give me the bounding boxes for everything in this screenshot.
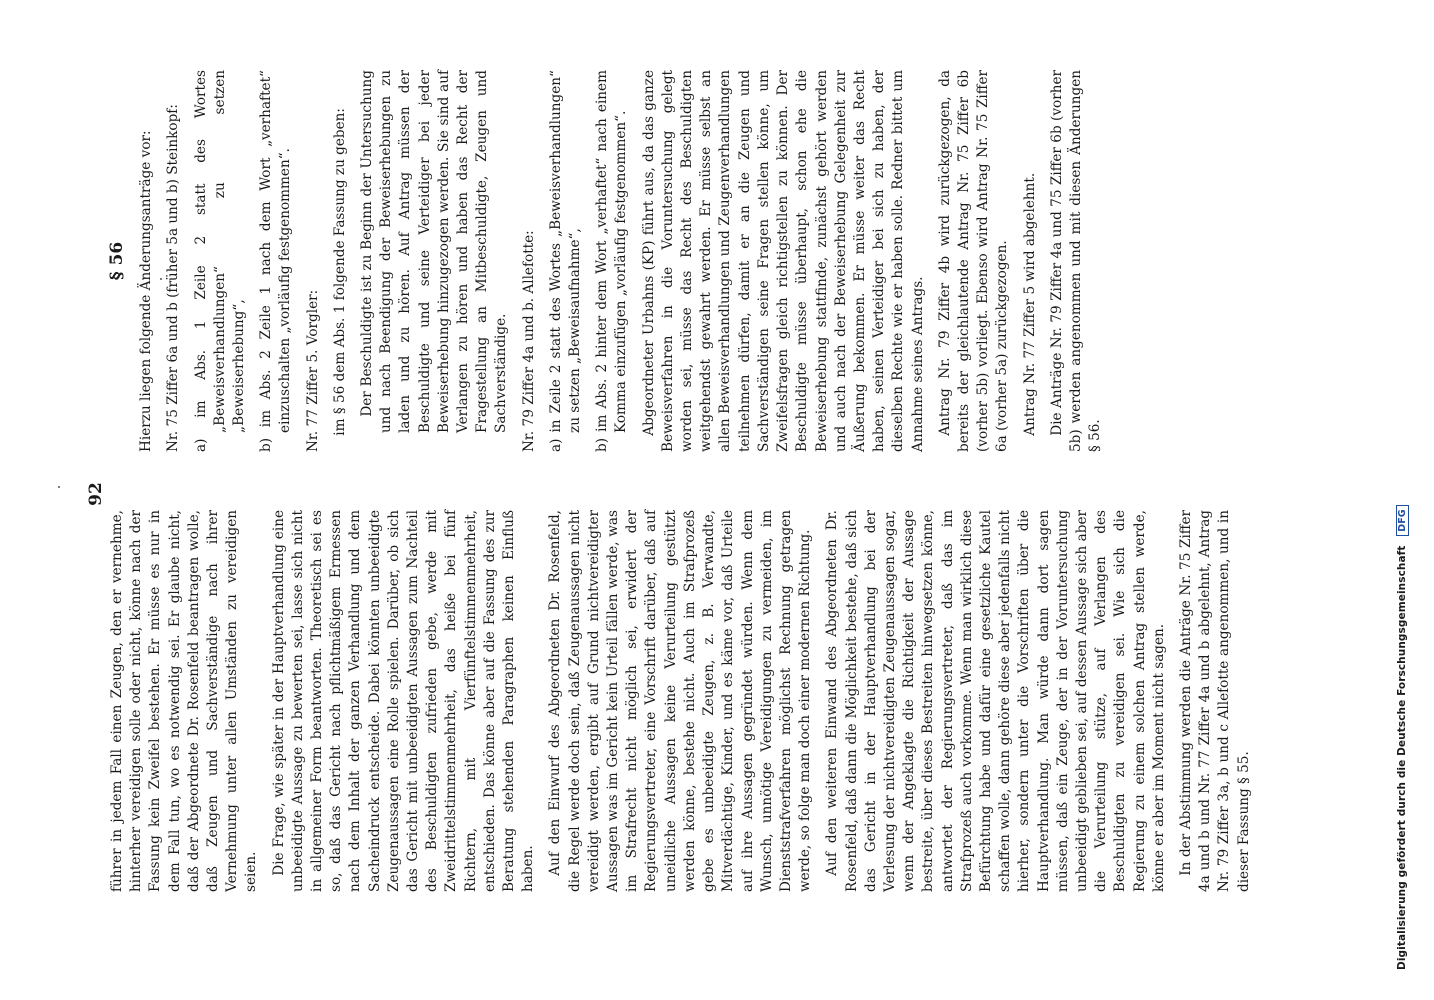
scan-speck [58, 486, 60, 488]
dfg-logo: DFG [1396, 505, 1409, 535]
motion-item: a) in Zeile 2 statt des Wortes „Beweisverhandlungen“ zu setzen „Beweisaufnahme“, [547, 70, 584, 452]
motion-item: b) im Abs. 2 Zeile 1 nach dem Wort „verhaftet“ einzuschalten „vorläufig festgenommen“. [258, 70, 294, 452]
paragraph: Abgeordneter Urbahns (KP) führt aus, da das ganze Beweisverfahren in die Voruntersuchung gelegt worden sei, müsse das Recht des Beschuldigten weitgehendst gewahrt werden. Er müsse selbst an allen Beweisverhandlungen und Zeugenverhandlungen teilnehmen dürfen, damit er an die Zeugen und Sachverständigen seine Fragen stellen könne, um Zweifelsfragen gleich richtigstellen zu können. Der Beschuldigte müsse überhaupt, schon ehe die Beweiserhebung stattfinde, zunächst gehört werden und auch nach der Beweiserhebung Gelegenheit zur Äußerung bekommen. Er müsse weiter das Recht haben, seinen Verteidiger bei sich zu haben, der dieselben Rechte wie er haben solle. Redner bittet um Annahme seines Antrags. [640, 70, 926, 452]
paragraph: Auf den weiteren Einwand des Abgeordneten Dr. Rosenfeld, daß dann die Möglichkeit bestehe, daß sich das Gericht in der Hauptverhandlung bei der Verlesung der nichtvereidigten Zeugenaussagen sogar, wenn der Angeklagte die Richtigkeit der Aussage bestreite, über dieses Bestreiten hinwegsetzen könne, antwortet der Regierungsvertreter, daß das im Strafprozeß auch vorkomme. Wenn man wirklich diese Befürchtung habe und dafür eine gesetzliche Kautel schaffen wolle, dann gehöre diese aber jedenfalls nicht hierher, sondern unter die Vorschriften über die Hauptverhandlung. Man würde dann dort sagen müssen, daß ein Zeuge, der in der Voruntersuchung unbeeidigt geblieben sei, auf dessen Aussage sich aber die Verurteilung stütze, auf Verlangen des Beschuldigten zu vereidigen sei. Wie sich die Regierung zu einem solchen Antrag stellen werde, könne er aber im Moment nicht sagen. [824, 510, 1167, 892]
motion-heading: Nr. 79 Ziffer 4a und b. Allefotte: [520, 230, 537, 452]
paragraph: Die Frage, wie später in der Hauptverhandlung eine unbeeidigte Aussage zu bewerten sei, lasse sich nicht in allgemeiner Form beantworten. Theoretisch sei es so, daß das Gericht nach pflichtmäßigem Ermessen nach dem Inhalt der ganzen Verhandlung und dem Sacheindruck entscheide. Dabei könnten unbeeidigte Zeugenaussagen eine Rolle spielen. Darüber, ob sich das Gericht mit unbeeidigten Aussagen zum Nachteil des Beschuldigten zufrieden gebe, werde mit Zweidrittelstimmenmehrheit, das heiße bei fünf Richtern, mit Vierfünftelstimmenmehrheit, entschieden. Das könne aber auf die Fassung des zur Beratung stehenden Paragraphen keinen Einfluß haben. [270, 510, 537, 892]
left-text-column [108, 510, 1262, 892]
motion-heading: Nr. 77 Ziffer 5. Vorgler: [304, 289, 321, 452]
page-number: 92 [86, 482, 106, 506]
paragraph: Antrag Nr. 77 Ziffer 5 wird abgelehnt. [1021, 172, 1038, 436]
paragraph: Hierzu liegen folgende Änderungsanträge vor: [138, 130, 155, 452]
paragraph: führer in jedem Fall einen Zeugen, den er vernehme, hinterher vereidigen solle oder nicht, könne nach der Fassung kein Zweifel bestehen. Er müsse es nur in dem Fall tun, wo es notwendig sei. Er glaube nicht, daß der Abgeordnete Dr. Rosenfeld beantragen wolle, daß Zeugen und Sachverständige nach ihrer Vernehmung unter allen Umständen zu vereidigen seien. [109, 510, 260, 892]
motion-item: a) im Abs. 1 Zeile 2 statt des Wortes „Beweisverhandlungen“ zu setzen „Beweiserhebung“, [192, 70, 248, 452]
motion-quote: Der Beschuldigte ist zu Beginn der Untersuchung und nach Beendigung der Beweiserhebungen zu laden und zu hören. Auf Antrag müssen der Beschuldigte und seine Verteidiger bei jeder Beweiserhebung hinzugezogen werden. Sie sind auf Verlangen zu hören und haben das Recht der Fragestellung an Mitbeschuldigte, Zeugen und Sachverständige. [359, 70, 510, 433]
paragraph: Antrag Nr. 79 Ziffer 4b wird zurückgezogen, da bereits der gleichlautende Antrag Nr. 75 Ziffer 6b (vorher 5b) vorliegt. Ebenso wird Antrag Nr. 75 Ziffer 6a (vorher 5a) zurückgezogen. [936, 70, 1011, 452]
motion-heading: Nr. 75 Ziffer 6a und b (früher 5a und b) Steinkopf: [165, 104, 182, 452]
paragraph: im § 56 dem Abs. 1 folgende Fassung zu geben: [331, 108, 348, 436]
motion-item: b) im Abs. 2 hinter dem Wort „verhaftet“ nach einem Komma einzufügen „vorläufig festgenommen“. [594, 70, 630, 452]
paragraph: Auf den Einwurf des Abgeordneten Dr. Rosenfeld, die Regel werde doch sein, daß Zeugenaussagen nicht vereidigt werden, ergibt auf Grund nichtvereidigter Aussagen was im Gericht kein Urteil fällen werde, was im Strafrecht nicht möglich sei, erwidert der Regierungsvertreter, eine Vorschrift darüber, daß auf uneidliche Aussagen keine Verurteilung gestützt werden könne, bestehe nicht. Auch im Strafprozeß gebe es unbeeidigte Zeugen, z. B. Verwandte, Mitverdächtige, Kinder, und es käme vor, daß Urteile auf ihre Aussagen gegründet würden. Wenn dem Wunsch, unnötige Vereidigungen zu vermeiden, im Dienststrafverfahren möglichst Rechnung getragen werde, so folge man doch einer modernen Richtung. [547, 510, 814, 892]
right-text-column [108, 70, 1113, 452]
footer-text: Digitalisierung gefördert durch die Deutsche Forschungsgemeinschaft [1396, 545, 1408, 970]
digitization-footer [1396, 30, 1409, 970]
paragraph: In der Abstimmung werden die Anträge Nr. 75 Ziffer 4a und b und Nr. 77 Ziffer 4a und b abgelehnt, Antrag Nr. 79 Ziffer 3a, b und c Allefotte angenommen, und in dieser Fassung § 55. [1177, 510, 1252, 892]
scan-speck [160, 278, 162, 280]
section-heading: § 56 [107, 241, 127, 281]
paragraph: Die Anträge Nr. 79 Ziffer 4a und 75 Ziffer 6b (vorher 5b) werden angenommen und mit diesen Änderungen § 56. [1048, 70, 1104, 452]
